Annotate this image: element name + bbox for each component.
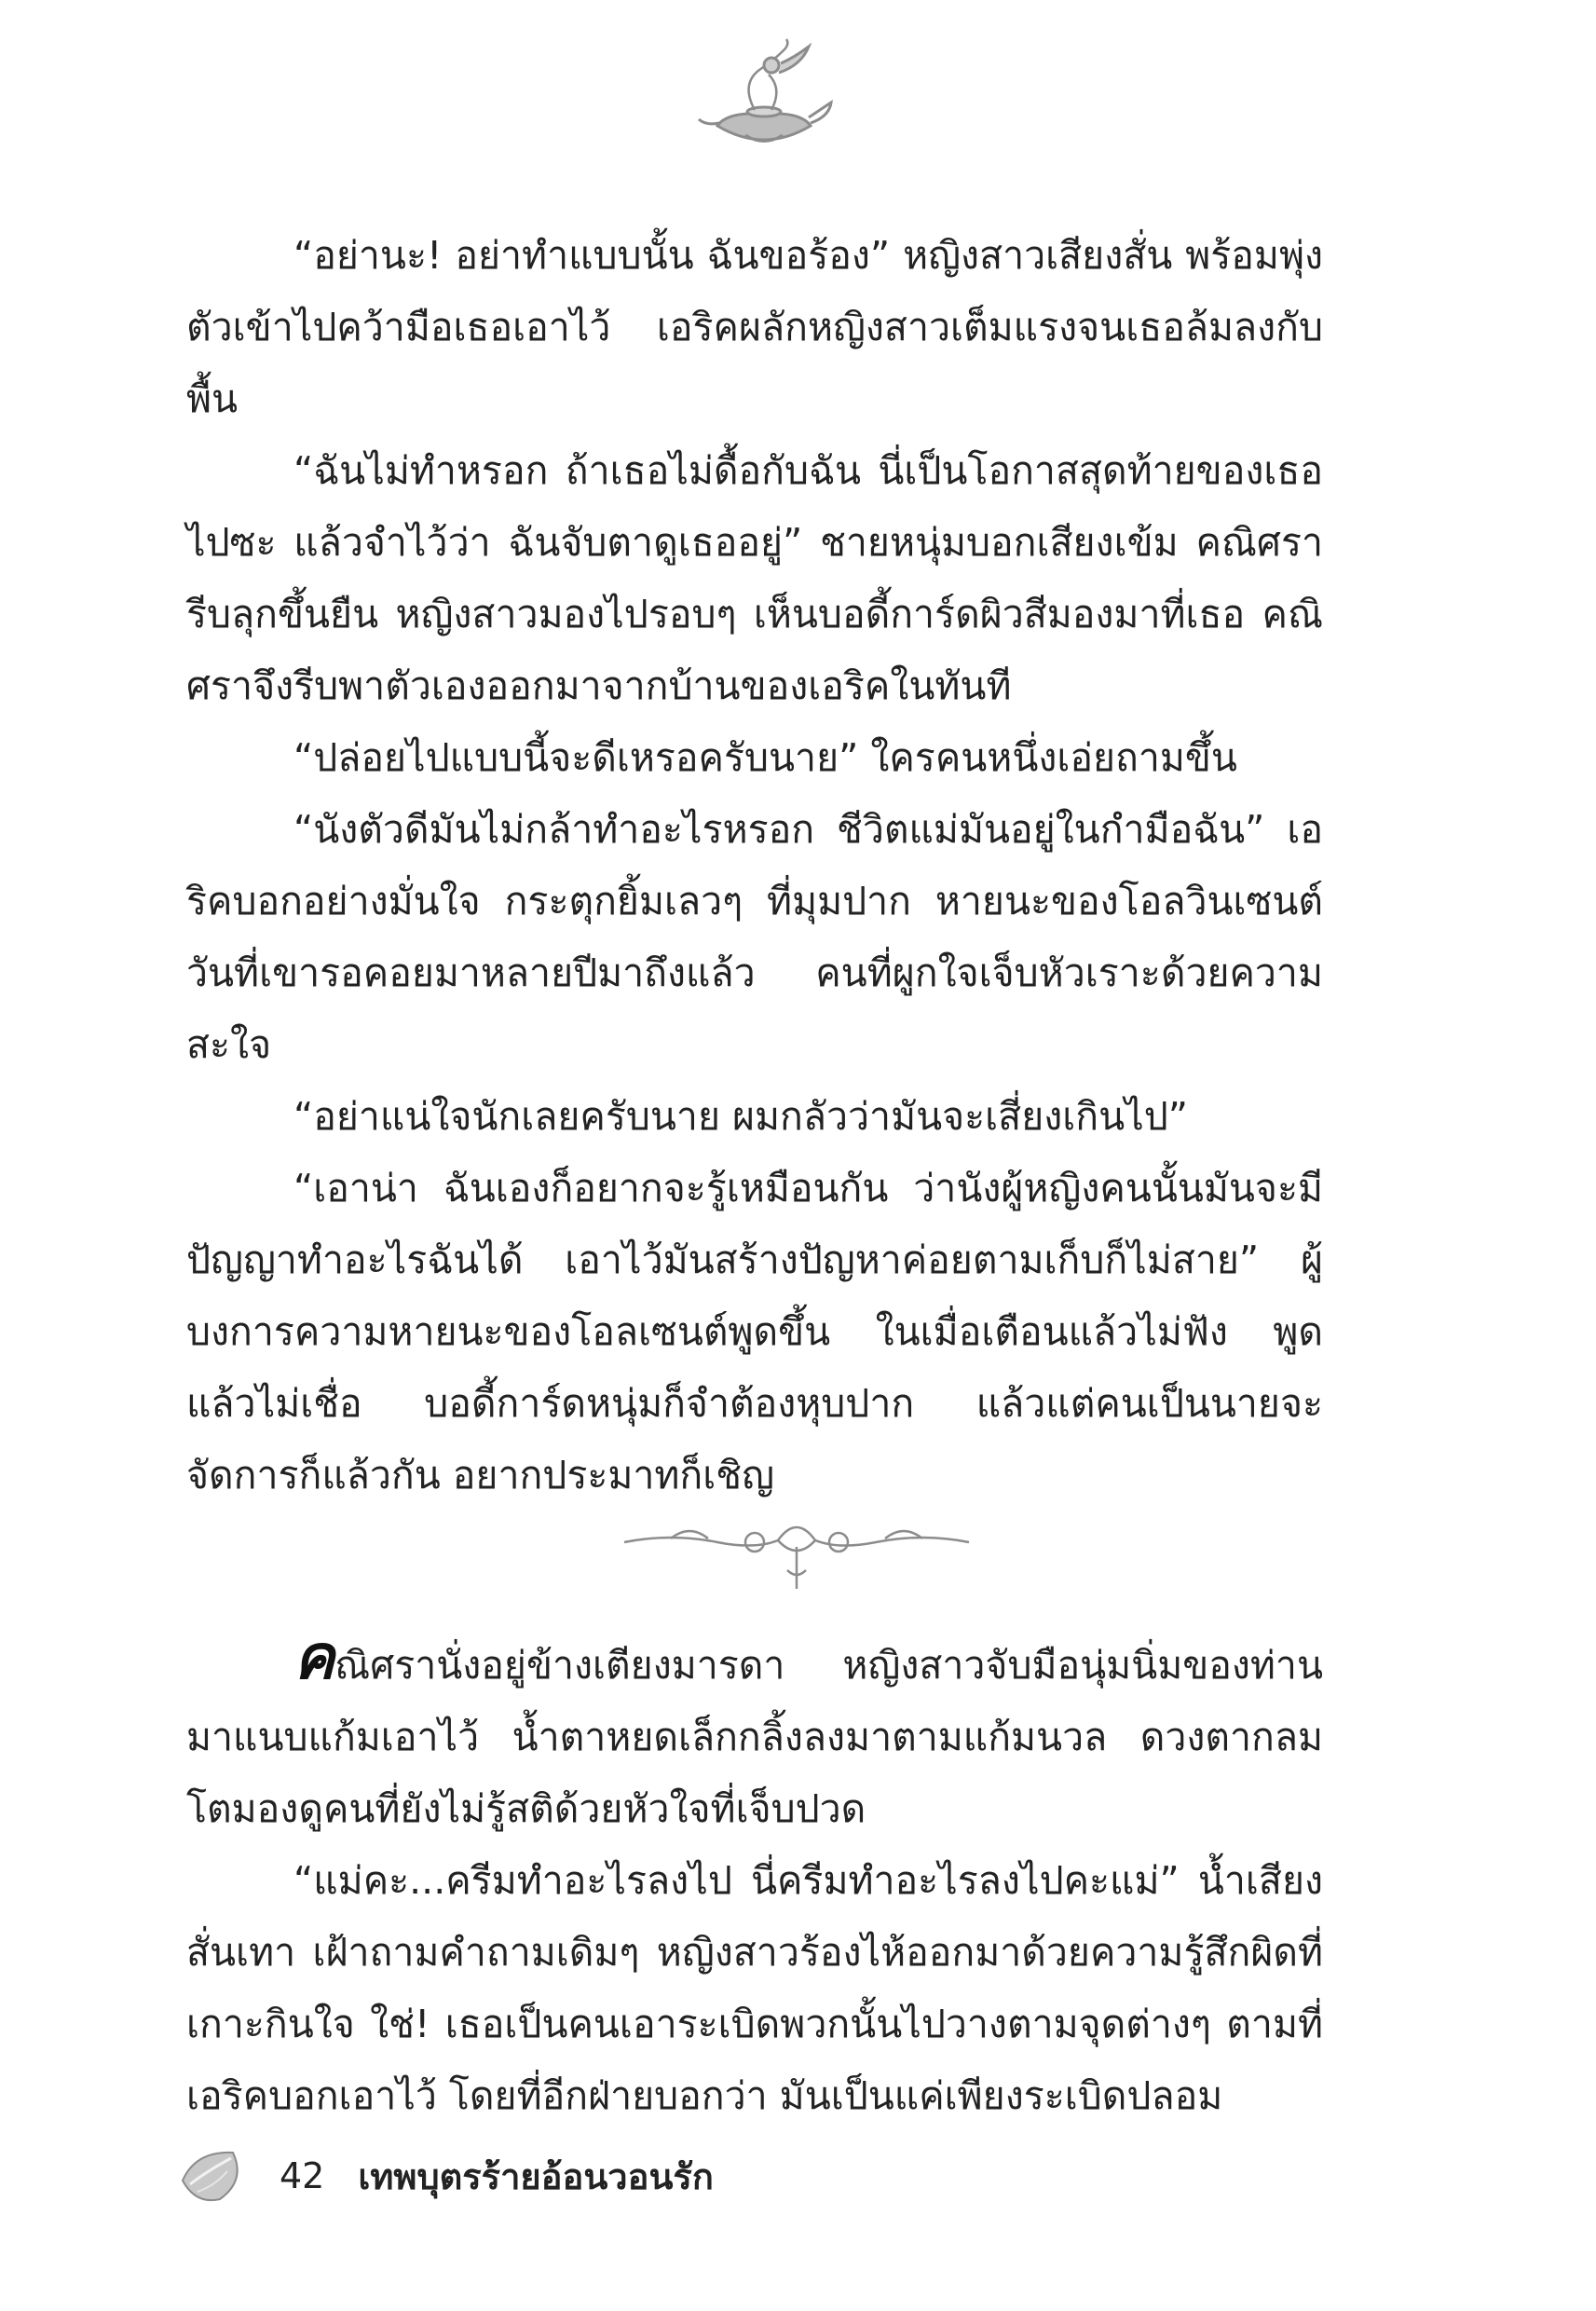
paragraph: “เอาน่า ฉันเองก็อยากจะรู้เหมือนกัน ว่านังผู้หญิงคนนั้นมันจะมีปัญญาทำอะไรฉันได้ เอาไว้มันสร้างปัญหาค่อยตามเก็บก็ไม่สาย” ผู้บงการความหายนะของโอลเซนต์พูดขึ้น ในเมื่อเตือนแล้วไม่ฟัง พูดแล้วไม่เชื่อ บอดี้การ์ดหนุ่มก็จำต้องหุบปาก แล้วแต่คนเป็นนายจะจัดการก็แล้วกัน อยากประมาทก็เชิญ <box>186 1166 1323 1497</box>
paragraph <box>186 1620 1323 1845</box>
paragraph: “นังตัวดีมันไม่กล้าทำอะไรหรอก ชีวิตแม่มันอยู่ในกำมือฉัน” เอริคบอกอย่างมั่นใจ กระตุกยิ้มเลวๆ ที่มุมปาก หายนะของโอลวินเซนต์วันที่เขารอคอยมาหลายปีมาถึงแล้ว คนที่ผูกใจเจ็บหัวเราะด้วยความสะใจ <box>186 807 1323 1067</box>
flourish-divider-icon <box>615 1505 978 1598</box>
book-title: เทพบุตรร้ายอ้อนวอนรัก <box>358 2155 714 2197</box>
drop-cap: ค <box>293 1620 335 1693</box>
paragraph: “อย่านะ! อย่าทำแบบนั้น ฉันขอร้อง” หญิงสาวเสียงสั่น พร้อมพุ่งตัวเข้าไปคว้ามือเธอเอาไว้ เอริคผลักหญิงสาวเต็มแรงจนเธอล้มลงกับพื้น <box>186 233 1323 421</box>
genie-lamp-icon <box>689 37 839 158</box>
leaf-icon <box>177 2143 252 2208</box>
paragraph: “อย่าแน่ใจนักเลยครับนาย ผมกลัวว่ามันจะเสี่ยงเกินไป” <box>293 1094 1188 1139</box>
paragraph: “แม่คะ...ครีมทำอะไรลงไป นี่ครีมทำอะไรลงไปคะแม่” น้ำเสียงสั่นเทา เฝ้าถามคำถามเดิมๆ หญิงสาวร้องไห้ออกมาด้วยความรู้สึกผิดที่เกาะกินใจ ใช่! เธอเป็นคนเอาระเบิดพวกนั้นไปวางตามจุดต่างๆ ตามที่เอริคบอกเอาไว้ โดยที่อีกฝ่ายบอกว่า มันเป็นแค่เพียงระเบิดปลอม <box>186 1858 1323 2118</box>
paragraph: “ฉันไม่ทำหรอก ถ้าเธอไม่ดื้อกับฉัน นี่เป็นโอกาสสุดท้ายของเธอไปซะ แล้วจำไว้ว่า ฉันจับตาดูเธออยู่” ชายหนุ่มบอกเสียงเข้ม คณิศรารีบลุกขึ้นยืน หญิงสาวมองไปรอบๆ เห็นบอดี้การ์ดผิวสีมองมาที่เธอ คณิศราจึงรีบพาตัวเองออกมาจากบ้านของเอริคในทันที <box>186 448 1323 708</box>
page-footer <box>177 2143 714 2208</box>
story-section-2 <box>186 1620 1323 2132</box>
story-section-1 <box>186 220 1323 1511</box>
page-number: 42 <box>280 2155 325 2196</box>
paragraph: “ปล่อยไปแบบนี้จะดีเหรอครับนาย” ใครคนหนึ่งเอ่ยถามขึ้น <box>293 735 1237 780</box>
paragraph-text: ณิศรานั่งอยู่ข้างเตียงมารดา หญิงสาวจับมือนุ่มนิ่มของท่านมาแนบแก้มเอาไว้ น้ำตาหยดเล็กกลิ้งลงมาตามแก้มนวล ดวงตากลมโตมองดูคนที่ยังไม่รู้สติด้วยหัวใจที่เจ็บปวด <box>186 1643 1323 1831</box>
